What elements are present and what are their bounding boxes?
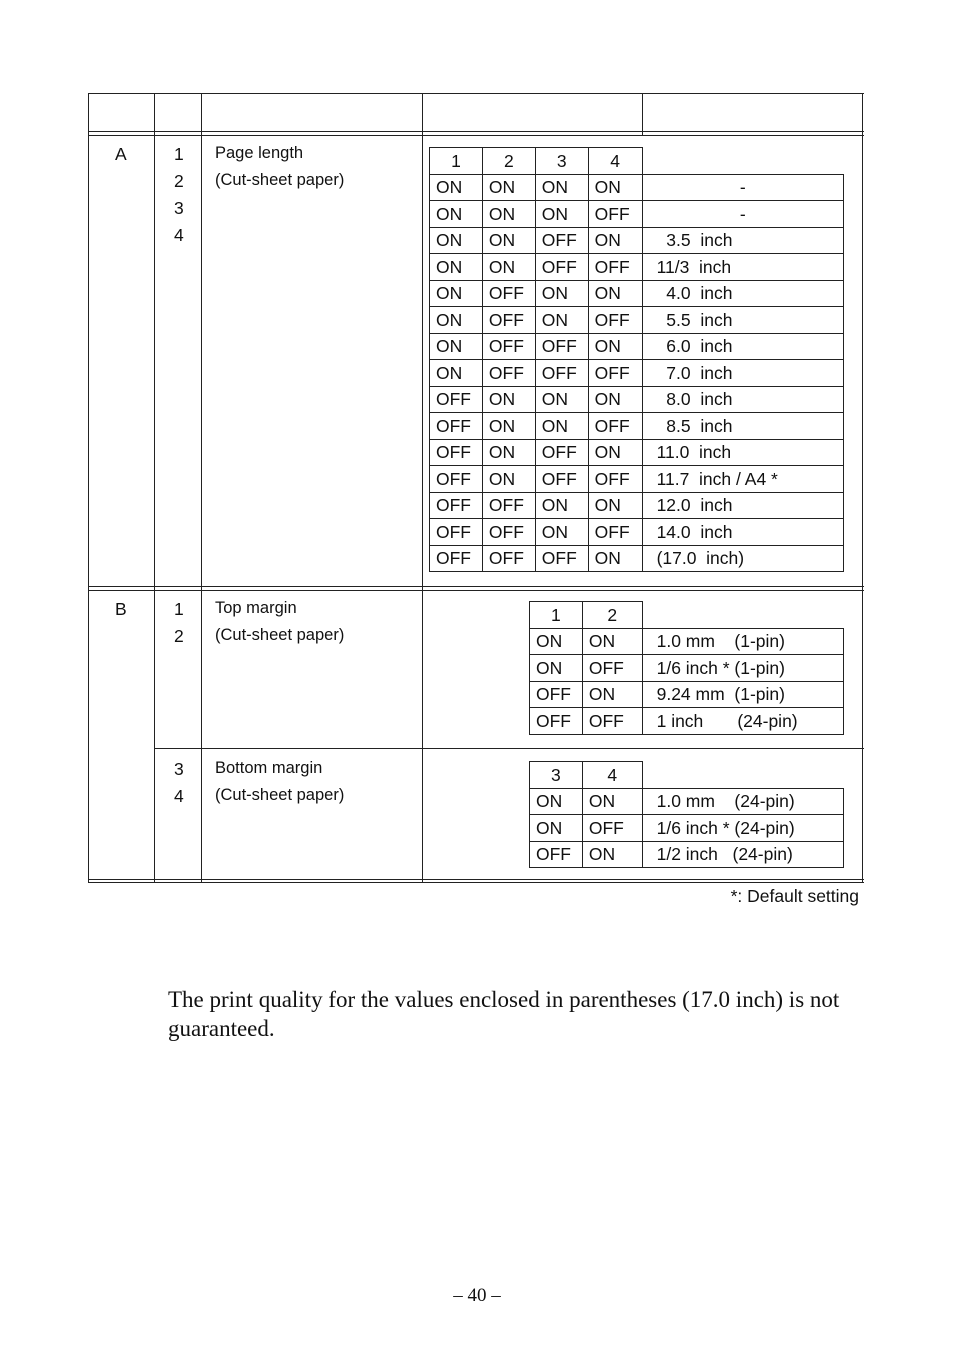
switch-row [430,545,844,572]
switch-row [430,201,844,228]
switch-state-cell: ON [588,280,642,307]
switch-state-cell: OFF [588,466,642,493]
result-cell: 8.5 inch [642,413,843,440]
switch-state-cell: ON [430,254,483,281]
switch-number: 1 [174,599,184,619]
result-cell: 1.0 mm (24-pin) [642,788,843,815]
switch-state-cell: OFF [430,492,483,519]
sub-header-cell: 4 [588,148,642,175]
switch-row [430,413,844,440]
switch-state-cell: OFF [530,708,583,735]
switch-state-cell: ON [430,307,483,334]
sub-header-cell: 3 [530,762,583,789]
switch-state-cell: OFF [430,386,483,413]
result-cell: 8.0 inch [642,386,843,413]
switch-row [430,333,844,360]
switch-state-cell: ON [530,788,583,815]
result-cell: - [642,201,843,228]
switch-row [430,519,844,546]
switch-state-cell: ON [535,386,588,413]
switch-row [530,708,844,735]
switch-state-cell: OFF [582,815,642,842]
switch-state-cell: OFF [430,439,483,466]
switch-row [530,655,844,682]
switch-state-cell: OFF [535,333,588,360]
switch-row [430,492,844,519]
result-cell: 3.5 inch [642,227,843,254]
switch-state-cell: OFF [535,439,588,466]
function-label-a: A [115,144,127,164]
switch-state-cell: ON [482,466,535,493]
switch-state-cell: ON [482,201,535,228]
body-paragraph: The print quality for the values enclosed in parentheses (17.0 inch) is not guaranteed. [168,987,840,1041]
result-cell: 5.5 inch [642,307,843,334]
result-cell: 11/3 inch [642,254,843,281]
switch-state-cell: OFF [430,545,483,572]
switch-row [430,254,844,281]
switch-state-cell: ON [582,788,642,815]
setting-note: (Cut-sheet paper) [215,786,345,804]
switch-state-cell: ON [582,628,642,655]
sub-header-row [430,148,844,175]
switch-state-cell: OFF [430,413,483,440]
page-number: – 40 – [453,1285,501,1306]
switch-number: 4 [174,225,184,245]
switch-row [430,386,844,413]
switch-row [430,174,844,201]
switch-state-cell: ON [430,333,483,360]
setting-name-page-length: Page length [215,144,304,162]
switch-state-cell: ON [535,201,588,228]
function-label-b: B [115,599,127,619]
top-margin-switch-table [529,601,844,735]
result-cell: 1.0 mm (1-pin) [642,628,843,655]
switch-state-cell: ON [482,413,535,440]
page-length-switch-table [429,147,844,572]
sub-header-blank [642,148,843,175]
setting-note: (Cut-sheet paper) [215,171,345,189]
result-cell: 14.0 inch [642,519,843,546]
switch-number: 1 [174,144,184,164]
switch-row [430,360,844,387]
switch-state-cell: OFF [535,254,588,281]
switch-number: 3 [174,198,184,218]
sub-header-row [530,762,844,789]
result-cell: 11.7 inch / A4 * [642,466,843,493]
switch-row [530,628,844,655]
switch-state-cell: OFF [482,519,535,546]
switch-state-cell: OFF [530,681,583,708]
setting-note: (Cut-sheet paper) [215,626,345,644]
result-cell: 1/2 inch (24-pin) [642,841,843,868]
switch-state-cell: OFF [482,360,535,387]
switch-number: 2 [174,626,184,646]
switch-state-cell: ON [535,413,588,440]
switch-row [530,815,844,842]
switch-state-cell: ON [588,545,642,572]
switch-state-cell: ON [430,227,483,254]
setting-name-bottom-margin: Bottom margin [215,759,323,777]
switch-state-cell: OFF [588,201,642,228]
switch-state-cell: OFF [482,307,535,334]
switch-state-cell: ON [588,439,642,466]
footnote-default-setting: *: Default setting [730,886,859,906]
result-cell: 11.0 inch [642,439,843,466]
sub-header-blank [642,762,843,789]
switch-state-cell: OFF [582,708,642,735]
switch-state-cell: ON [482,174,535,201]
switch-state-cell: ON [430,201,483,228]
switch-row [530,841,844,868]
switch-state-cell: OFF [430,466,483,493]
sub-header-cell: 2 [582,602,642,629]
switch-state-cell: ON [588,386,642,413]
result-cell: 1/6 inch * (24-pin) [642,815,843,842]
switch-state-cell: OFF [482,492,535,519]
switch-state-cell: ON [530,655,583,682]
switch-state-cell: ON [482,227,535,254]
sub-header-blank [642,602,843,629]
switch-state-cell: ON [535,492,588,519]
result-cell: 1/6 inch * (1-pin) [642,655,843,682]
switch-state-cell: ON [535,307,588,334]
switch-state-cell: ON [482,439,535,466]
switch-row [530,788,844,815]
sub-header-cell: 4 [582,762,642,789]
switch-state-cell: ON [530,628,583,655]
switch-state-cell: OFF [588,519,642,546]
switch-state-cell: OFF [588,254,642,281]
switch-state-cell: ON [530,815,583,842]
switch-state-cell: OFF [430,519,483,546]
switch-state-cell: ON [582,681,642,708]
result-cell: 9.24 mm (1-pin) [642,681,843,708]
switch-number: 3 [174,759,184,779]
switch-row [430,439,844,466]
switch-state-cell: OFF [530,841,583,868]
switch-state-cell: OFF [588,360,642,387]
switch-state-cell: ON [482,386,535,413]
switch-state-cell: OFF [588,413,642,440]
result-cell: (17.0 inch) [642,545,843,572]
switch-state-cell: OFF [482,280,535,307]
switch-row [430,466,844,493]
switch-state-cell: OFF [535,227,588,254]
sub-header-cell: 3 [535,148,588,175]
switch-state-cell: ON [588,492,642,519]
switch-state-cell: OFF [535,360,588,387]
sub-header-row [530,602,844,629]
switch-row [430,280,844,307]
switch-state-cell: ON [430,280,483,307]
switch-state-cell: ON [588,333,642,360]
switch-state-cell: OFF [535,466,588,493]
switch-state-cell: ON [582,841,642,868]
switch-state-cell: ON [588,227,642,254]
switch-state-cell: OFF [535,545,588,572]
result-cell: 7.0 inch [642,360,843,387]
switch-state-cell: OFF [582,655,642,682]
switch-row [430,307,844,334]
result-cell: - [642,174,843,201]
bottom-margin-switch-table [529,761,844,868]
switch-state-cell: ON [482,254,535,281]
result-cell: 1 inch (24-pin) [642,708,843,735]
sub-header-cell: 1 [530,602,583,629]
switch-state-cell: ON [430,360,483,387]
switch-row [530,681,844,708]
switch-number: 2 [174,171,184,191]
setting-name-top-margin: Top margin [215,599,297,617]
switch-state-cell: ON [535,280,588,307]
switch-state-cell: ON [430,174,483,201]
sub-header-cell: 2 [482,148,535,175]
sub-header-cell: 1 [430,148,483,175]
result-cell: 6.0 inch [642,333,843,360]
switch-row [430,227,844,254]
switch-state-cell: OFF [588,307,642,334]
switch-state-cell: ON [535,174,588,201]
result-cell: 12.0 inch [642,492,843,519]
switch-state-cell: ON [588,174,642,201]
switch-state-cell: OFF [482,333,535,360]
result-cell: 4.0 inch [642,280,843,307]
switch-state-cell: ON [535,519,588,546]
switch-state-cell: OFF [482,545,535,572]
switch-number: 4 [174,786,184,806]
